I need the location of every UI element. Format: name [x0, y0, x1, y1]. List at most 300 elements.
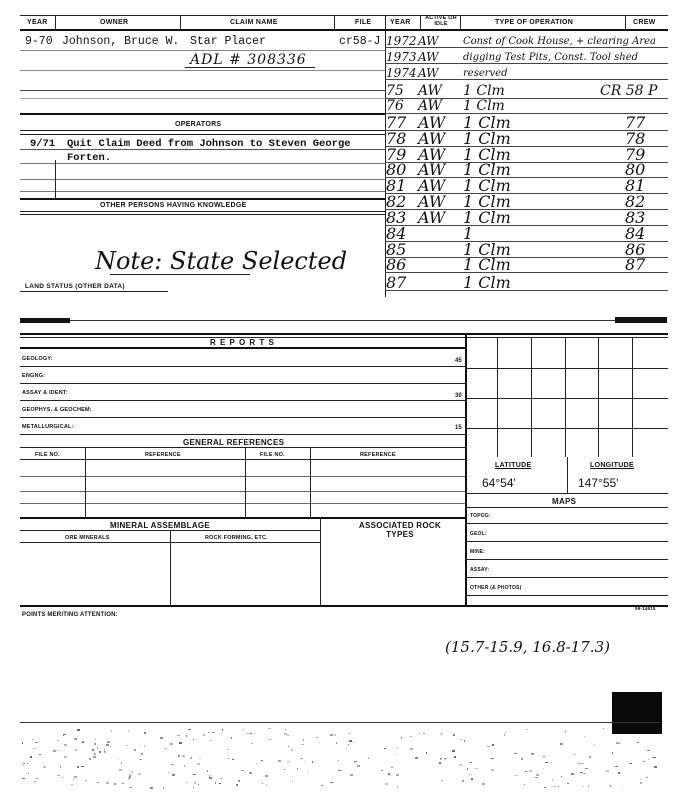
scan-speck	[292, 781, 293, 782]
scan-speck	[268, 728, 271, 729]
header-type-of-operation: TYPE OF OPERATION	[495, 19, 574, 26]
scan-speck	[462, 780, 464, 782]
operation-year: 1972	[386, 34, 417, 48]
scan-speck	[514, 753, 517, 754]
scan-speck	[529, 770, 532, 772]
map-row-line	[465, 541, 668, 542]
operation-year: 87	[386, 273, 407, 292]
scan-speck	[354, 761, 357, 762]
scan-speck	[95, 739, 96, 740]
scan-speck	[141, 753, 143, 755]
scan-speck	[284, 769, 285, 770]
scan-speck	[256, 763, 257, 764]
scan-speck	[385, 783, 388, 785]
scan-speck	[521, 758, 523, 760]
scan-speck	[316, 737, 318, 738]
scan-speck	[184, 765, 185, 767]
scan-speck	[544, 787, 546, 788]
scan-speck	[183, 755, 185, 757]
operation-crew: 84	[625, 224, 646, 243]
scan-speck	[397, 748, 398, 749]
scan-speck	[585, 768, 588, 769]
scan-speck	[552, 779, 553, 781]
operation-type: reserved	[463, 68, 508, 79]
scan-speck	[643, 761, 645, 762]
map-row-line	[465, 559, 668, 560]
scan-speck	[82, 741, 84, 743]
operation-status: AW	[418, 113, 446, 132]
operation-status: AW	[418, 145, 446, 164]
scan-speck	[128, 730, 129, 732]
record-file: cr58-J	[339, 35, 381, 48]
operation-year: 85	[386, 240, 407, 259]
scan-speck	[241, 770, 244, 771]
latitude-value: 64°54'	[482, 476, 516, 490]
scan-speck	[228, 758, 229, 759]
scan-speck	[231, 737, 232, 739]
scan-speck	[209, 777, 212, 779]
scan-speck	[475, 768, 478, 769]
land-status-label: LAND STATUS (OTHER DATA)	[25, 283, 125, 290]
scan-speck	[304, 761, 305, 762]
scan-speck	[64, 756, 67, 758]
scan-speck	[110, 746, 111, 747]
scan-speck	[179, 742, 182, 744]
margin-number-45: 45	[455, 358, 462, 364]
scan-speck	[30, 756, 32, 758]
operation-year: 80	[386, 160, 407, 179]
scan-speck	[190, 757, 192, 759]
scan-speck	[381, 770, 383, 771]
scan-speck	[186, 735, 187, 737]
scan-speck	[215, 782, 216, 784]
map-row-label: OTHER (& PHOTOS)	[470, 585, 522, 591]
scan-speck	[410, 736, 412, 737]
knowledge-title: OTHER PERSONS HAVING KNOWLEDGE	[100, 202, 247, 209]
operators-title: OPERATORS	[175, 121, 222, 128]
scan-speck	[560, 743, 563, 745]
record-year: 9-70	[25, 35, 53, 48]
operation-status: AW	[418, 98, 442, 114]
scan-speck	[144, 732, 146, 734]
operation-year: 83	[386, 208, 407, 227]
scan-speck	[94, 743, 96, 745]
operation-year: 79	[386, 145, 407, 164]
scan-speck	[291, 749, 293, 751]
scan-speck	[35, 742, 38, 743]
scan-speck	[63, 734, 66, 735]
operation-type: 1	[463, 224, 474, 243]
scan-speck	[188, 729, 191, 730]
scan-speck	[121, 762, 122, 764]
operation-year: 77	[386, 113, 407, 132]
scan-speck	[353, 742, 355, 743]
scan-speck	[504, 734, 505, 736]
scan-speck	[150, 787, 153, 789]
operation-year: 86	[386, 255, 407, 274]
scan-speck	[654, 766, 657, 768]
refs-col-file-no-2: FILE NO.	[260, 452, 285, 458]
scan-speck	[652, 757, 654, 758]
report-row-label: ASSAY & IDENT:	[22, 390, 68, 396]
operation-row-line	[385, 63, 668, 64]
scan-speck	[410, 748, 413, 750]
operation-status: AW	[418, 83, 442, 99]
scan-speck	[452, 750, 455, 752]
report-row-label: ENGNG:	[22, 373, 46, 379]
scan-speck	[92, 749, 94, 751]
operation-crew: 80	[625, 160, 646, 179]
scan-speck	[346, 748, 347, 749]
operation-type: 1 Clm	[463, 83, 505, 99]
scan-speck	[612, 752, 613, 754]
scan-speck	[193, 774, 196, 775]
header-year: YEAR	[27, 19, 48, 26]
scan-speck	[212, 732, 215, 733]
scan-speck	[63, 735, 64, 736]
scan-speck	[303, 739, 304, 741]
scan-speck	[32, 739, 34, 740]
scan-speck	[471, 778, 473, 780]
scan-speck	[35, 778, 38, 779]
scan-speck	[348, 744, 349, 745]
operation-type: 1 Clm	[463, 192, 511, 211]
map-row-label: TOPOG:	[470, 513, 491, 519]
scan-speck	[74, 738, 77, 740]
scan-speck	[127, 745, 128, 746]
operation-year: 75	[386, 83, 404, 99]
scan-speck	[221, 732, 222, 733]
scan-speck	[194, 782, 196, 784]
record-claim-name: Star Placer	[190, 35, 266, 48]
scan-speck	[312, 761, 313, 763]
scan-speck	[106, 782, 109, 784]
scan-speck	[129, 787, 132, 788]
report-row-line	[20, 434, 465, 435]
map-row-line	[465, 595, 668, 596]
record-owner: Johnson, Bruce W.	[62, 35, 180, 48]
scan-speck	[43, 766, 46, 768]
scan-speck	[106, 744, 109, 746]
operation-status: AW	[418, 34, 439, 48]
scan-speck	[262, 783, 263, 784]
operators-entry-date: 9/71	[30, 138, 56, 150]
scan-speck	[561, 776, 562, 777]
scan-speck	[119, 769, 122, 771]
scan-speck	[640, 779, 642, 780]
operation-year: 84	[386, 224, 407, 243]
operation-row-line	[385, 47, 668, 48]
form-number: 59-14615	[635, 606, 656, 611]
scan-speck	[426, 752, 427, 754]
scan-speck	[163, 787, 164, 789]
operation-type: digging Test Pits, Const. Tool shed	[463, 52, 639, 63]
report-row-label: GEOLOGY:	[22, 356, 53, 362]
scan-speck	[193, 739, 194, 740]
scan-speck	[261, 760, 263, 761]
operators-entry-line2: Forten.	[67, 152, 112, 164]
scan-speck	[467, 768, 468, 770]
scan-speck	[74, 776, 77, 778]
map-row-label: GEOL:	[470, 531, 487, 537]
scan-speck	[487, 746, 490, 747]
reports-title: R E P O R T S	[210, 338, 275, 347]
operation-status: AW	[418, 66, 439, 80]
header-claim-name: CLAIM NAME	[230, 19, 278, 26]
operation-type: 1 Clm	[463, 176, 511, 195]
operation-crew: 87	[625, 255, 646, 274]
refs-col-file-no-1: FILE NO.	[35, 452, 60, 458]
scan-speck	[209, 740, 212, 741]
scan-speck	[170, 743, 173, 745]
map-row-line	[465, 577, 668, 578]
scan-speck	[27, 763, 28, 764]
scan-speck	[199, 757, 201, 758]
scan-speck	[527, 729, 528, 730]
scan-speck	[348, 733, 351, 734]
ore-minerals-label: ORE MINERALS	[65, 535, 110, 541]
scan-speck	[77, 729, 80, 731]
operation-crew: 83	[625, 208, 646, 227]
operation-year: 1973	[386, 50, 417, 64]
operation-year: 1974	[386, 66, 417, 80]
scan-speck	[441, 733, 442, 735]
margin-number-15: 15	[455, 425, 462, 431]
scan-speck	[186, 782, 187, 783]
scan-speck	[350, 774, 353, 776]
scan-speck	[197, 763, 200, 765]
scan-speck	[395, 754, 396, 755]
scan-speck	[440, 758, 442, 759]
map-row-label: MINE:	[470, 549, 486, 555]
scan-speck	[573, 754, 576, 755]
scan-speck	[396, 774, 399, 776]
scan-speck	[85, 780, 87, 781]
operation-type: 1 Clm	[463, 113, 511, 132]
scan-speck	[357, 765, 360, 767]
operation-status: AW	[418, 208, 446, 227]
header-year-2: YEAR	[390, 19, 411, 26]
general-refs-title: GENERAL REFERENCES	[183, 438, 285, 447]
report-row-line	[20, 383, 465, 384]
associated-rock-types: ASSOCIATED ROCK TYPES	[358, 521, 442, 539]
scan-speck	[75, 749, 77, 751]
scan-speck	[491, 758, 494, 759]
knowledge-note: Note: State Selected	[95, 247, 348, 275]
scan-speck	[301, 744, 304, 745]
scan-speck	[134, 749, 136, 751]
points-meriting-attention: POINTS MERITING ATTENTION:	[22, 612, 118, 618]
scan-speck	[221, 778, 222, 779]
scan-speck	[243, 729, 244, 731]
scan-speck	[524, 784, 525, 785]
operation-status: AW	[418, 160, 446, 179]
scan-speck	[97, 747, 98, 749]
scan-speck	[603, 728, 604, 729]
operation-crew: 79	[625, 145, 646, 164]
scan-speck	[621, 786, 622, 787]
scan-speck	[647, 750, 650, 751]
scan-speck	[419, 733, 420, 734]
scan-speck	[459, 764, 462, 766]
scan-speck	[391, 767, 393, 768]
scan-speck	[22, 742, 23, 744]
scan-speck	[171, 764, 174, 765]
operation-type: Const of Cook House, + clearing Area	[463, 36, 656, 47]
scan-speck	[444, 758, 445, 759]
scan-speck	[246, 733, 249, 734]
scan-speck	[454, 756, 456, 758]
scan-speck	[34, 781, 36, 783]
scan-speck	[203, 734, 205, 736]
operation-type: 1 Clm	[463, 98, 505, 114]
scan-speck	[558, 785, 559, 787]
scan-speck	[580, 772, 583, 773]
scan-speck	[415, 757, 418, 759]
refs-col-reference-2: REFERENCE	[360, 452, 396, 458]
rock-forming-label: ROCK FORMING, ETC.	[205, 535, 268, 541]
scan-speck	[265, 775, 268, 777]
scan-speck	[122, 783, 124, 784]
scan-speck	[553, 786, 556, 787]
scan-speck	[64, 744, 67, 746]
scan-speck	[249, 772, 252, 774]
scan-speck	[219, 783, 221, 784]
scan-speck	[648, 759, 649, 760]
scan-speck	[469, 762, 472, 763]
scan-speck	[39, 754, 41, 755]
latitude-label: LATITUDE	[495, 462, 532, 469]
scan-speck	[250, 733, 252, 734]
scan-speck	[349, 740, 352, 742]
scan-speck	[525, 771, 527, 772]
scan-speck	[584, 736, 585, 737]
operation-status: AW	[418, 192, 446, 211]
scan-speck	[334, 734, 336, 736]
scan-speck	[469, 774, 472, 775]
scan-speck	[57, 750, 58, 751]
scan-speck	[172, 774, 175, 776]
scan-speck	[144, 745, 145, 747]
scan-speck	[543, 756, 545, 757]
footnote-range: (15.7-15.9, 16.8-17.3)	[445, 638, 610, 656]
scan-speck	[330, 782, 333, 783]
scan-speck	[111, 730, 112, 732]
scan-speck	[388, 773, 390, 775]
scan-speck	[71, 784, 73, 785]
margin-number-30: 30	[455, 393, 462, 399]
scan-speck	[23, 763, 25, 764]
scan-speck	[384, 748, 386, 749]
operation-status: AW	[418, 50, 439, 64]
scan-speck	[297, 768, 298, 769]
longitude-label: LONGITUDE	[590, 462, 634, 469]
operators-entry-line1: Quit Claim Deed from Johnson to Steven George	[67, 138, 351, 150]
operation-type: 1 Clm	[463, 240, 511, 259]
scan-speck	[177, 735, 180, 736]
operation-type: 1 Clm	[463, 160, 511, 179]
operation-status: AW	[418, 176, 446, 195]
scan-speck	[531, 753, 534, 755]
scan-speck	[464, 740, 465, 742]
maps-title: MAPS	[552, 497, 577, 506]
scan-speck	[460, 739, 462, 740]
scan-speck	[397, 786, 398, 788]
scan-speck	[118, 759, 119, 760]
scan-speck	[160, 737, 163, 739]
operation-row-line	[385, 79, 668, 80]
header-owner: OWNER	[100, 19, 129, 26]
operation-year: 76	[386, 98, 404, 114]
scan-speck	[139, 759, 142, 760]
scan-speck	[616, 742, 619, 744]
header-active-idle: ACTIVE OR IDLE	[425, 15, 457, 27]
operation-crew: 82	[625, 192, 646, 211]
scan-speck	[198, 784, 199, 785]
scan-speck	[401, 737, 402, 739]
scan-speck	[567, 783, 569, 784]
scan-speck	[338, 760, 339, 761]
operation-year: 81	[386, 176, 407, 195]
scan-speck	[193, 787, 194, 788]
scan-speck	[287, 761, 290, 762]
scan-speck	[615, 766, 618, 767]
scan-speck	[288, 746, 289, 747]
scan-speck	[515, 775, 518, 776]
report-row-label: GEOPHYS. & GEOCHEM:	[22, 407, 92, 413]
operation-crew: 77	[625, 113, 646, 132]
scan-speck	[232, 759, 234, 760]
scan-speck	[163, 751, 164, 752]
report-row-line	[20, 400, 465, 401]
mineral-title: MINERAL ASSEMBLAGE	[110, 521, 211, 530]
header-file: FILE	[355, 19, 372, 26]
scan-speck	[308, 771, 309, 772]
scan-speck	[588, 785, 589, 787]
scan-speck	[93, 756, 96, 758]
scan-speck	[164, 748, 167, 749]
operation-status: AW	[418, 129, 446, 148]
scan-speck	[61, 777, 63, 778]
scan-speck	[22, 765, 24, 766]
report-row-line	[20, 417, 465, 418]
scan-speck	[238, 780, 240, 782]
scan-speck	[453, 734, 455, 736]
scan-speck	[269, 739, 271, 740]
operation-year: 82	[386, 192, 407, 211]
report-row-label: METALLURGICAL:	[22, 424, 74, 430]
scan-speck	[582, 763, 584, 764]
scan-speck	[287, 735, 289, 736]
scan-speck	[441, 780, 443, 781]
scan-speck	[114, 783, 116, 785]
scan-speck	[545, 762, 548, 763]
scan-speck	[330, 734, 333, 736]
scan-speck	[535, 777, 538, 778]
operation-crew: 86	[625, 240, 646, 259]
scan-speck	[178, 755, 180, 757]
scan-speck	[81, 766, 84, 767]
operation-row-line	[385, 290, 668, 291]
operation-type: 1 Clm	[463, 273, 511, 292]
scan-speck	[640, 782, 642, 784]
operation-crew: 78	[625, 129, 646, 148]
scan-speck	[139, 746, 140, 747]
map-row-line	[465, 523, 668, 524]
scan-speck	[57, 775, 60, 776]
scan-speck	[439, 762, 441, 764]
operation-crew: 81	[625, 176, 646, 195]
